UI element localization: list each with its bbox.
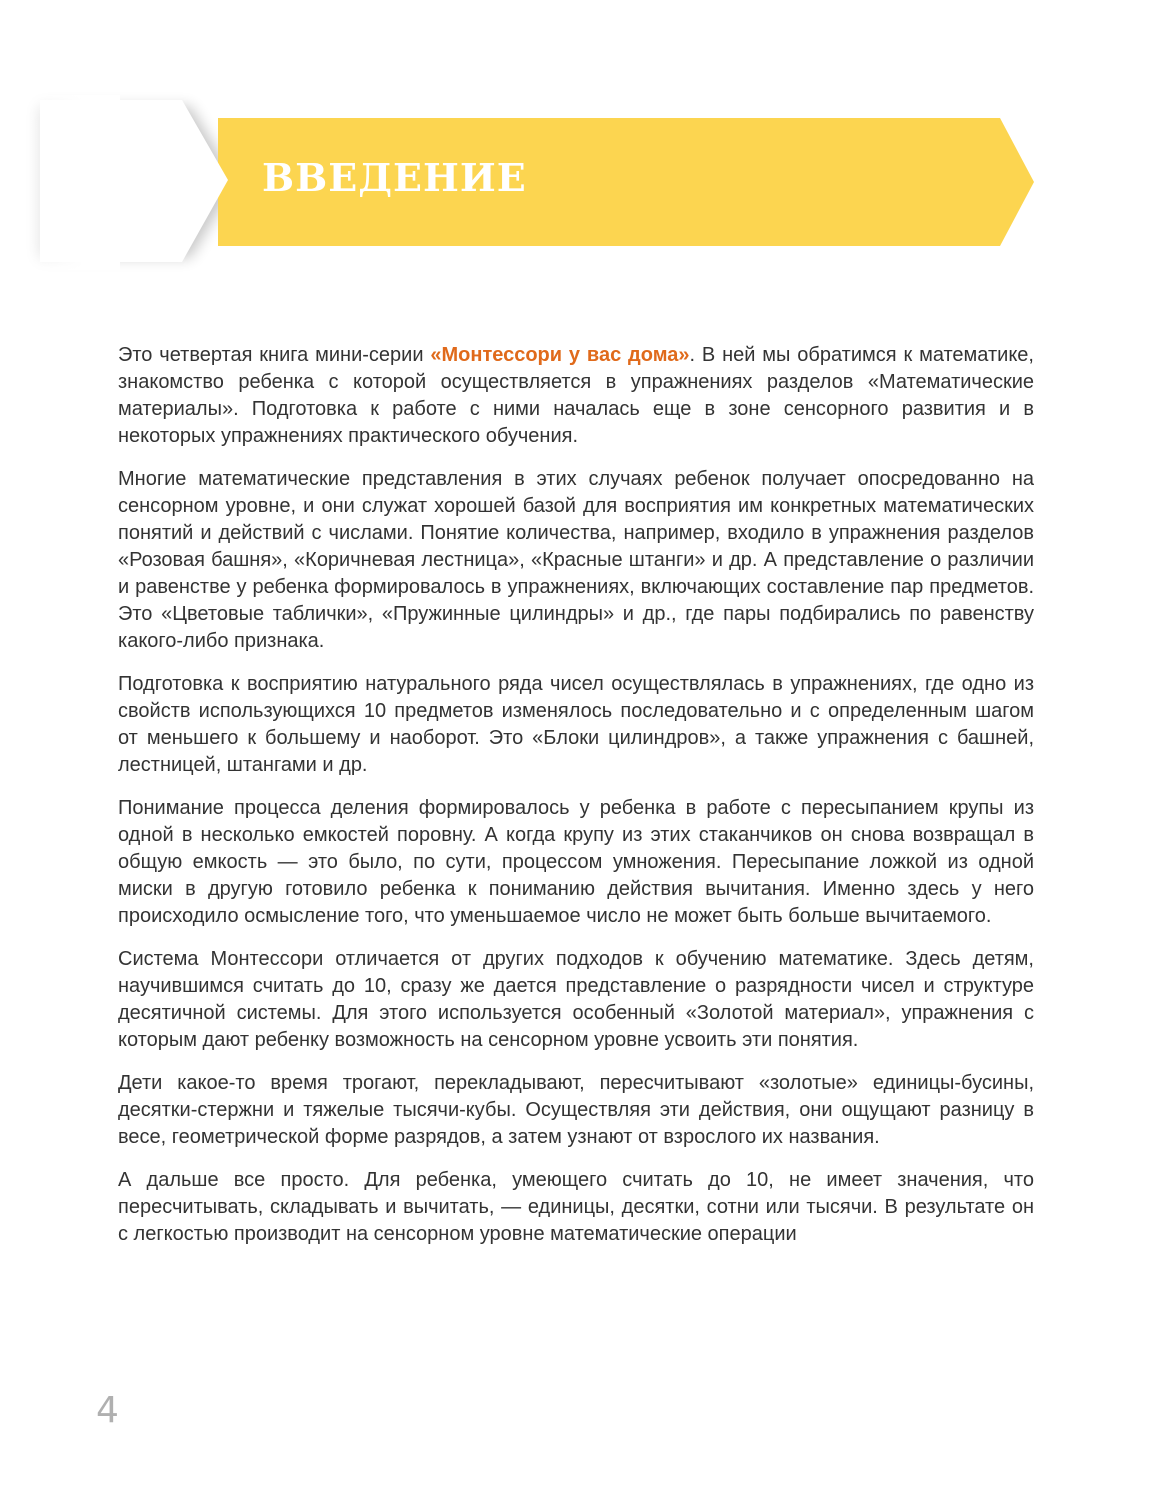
paragraph: Многие математические представления в этих случаях ребенок получает опосредованно на сенсорном уровне, и они служат хорошей базой для восприятия им конкретных математических понятий и действий с числами. Понятие количества, например, входило в упражнения разделов «Розовая башня», «Коричневая лестница», «Красные штанги» и др. А представление о различии и равенстве у ребенка формировалось в упражнениях, включающих составление пар предметов. Это «Цветовые таблички», «Пружинные цилиндры» и др., где пары подбирались по равенству какого-либо признака.: [118, 468, 1034, 652]
paragraph-lead: Это четвертая книга мини-серии: [118, 344, 431, 366]
paragraph: Система Монтессори отличается от других подходов к обучению математике. Здесь детям, научившимся считать до 10, сразу же дается представление о разрядности чисел и структуре десятичной системы. Для этого используется особенный «Золотой материал», упражнения с которым дают ребенку возможность на сенсорном уровне усвоить эти понятия.: [118, 948, 1034, 1051]
series-name: «Монтессори у вас дома»: [430, 344, 690, 366]
paragraph: Понимание процесса деления формировалось у ребенка в работе с пересыпанием крупы из одной в несколько емкостей поровну. А когда крупу из этих стаканчиков он снова возвращал в общую емкость — это было, по сути, процессом умножения. Пересыпание ложкой из одной миски в другую готовило ребенка к пониманию действия вычитания. Именно здесь у него происходило осмысление того, что уменьшаемое число не может быть больше вычитаемого.: [118, 797, 1034, 927]
chapter-title: ВВЕДЕНИЕ: [262, 155, 527, 200]
paragraph: А дальше все просто. Для ребенка, умеющего считать до 10, не имеет значения, что пересчитывать, складывать и вычитать, — единицы, десятки, сотни или тысячи. В результате он с легкостью производит на сенсорном уровне математические операции: [118, 1169, 1034, 1245]
page-number: 4: [96, 1390, 119, 1431]
paragraph-rest: . В ней мы обратимся к математике, знакомство ребенка с которой осуществляется в упражнениях разделов «Математические материалы». Подготовка к работе с ними началась еще в зоне сенсорного развития и в некоторых упражнениях практического обучения.: [118, 344, 1034, 447]
paragraph: Подготовка к восприятию натурального ряда чисел осуществлялась в упражнениях, где одно из свойств использующихся 10 предметов изменялось последовательно и с определенным шагом от меньшего к большему и наоборот. Это «Блоки цилиндров», а также упражнения с башней, лестницей, штангами и др.: [118, 673, 1034, 776]
paragraph: Дети какое-то время трогают, перекладывают, пересчитывают «золотые» единицы-бусины, десятки-стержни и тяжелые тысячи-кубы. Осуществляя эти действия, они ощущают разницу в весе, геометрической форме разрядов, а затем узнают от взрослого их названия.: [118, 1072, 1034, 1148]
fold-fade: [0, 95, 120, 270]
paragraph: [118, 342, 1034, 450]
body-text: [118, 342, 1034, 1264]
chapter-banner: [0, 0, 1152, 300]
